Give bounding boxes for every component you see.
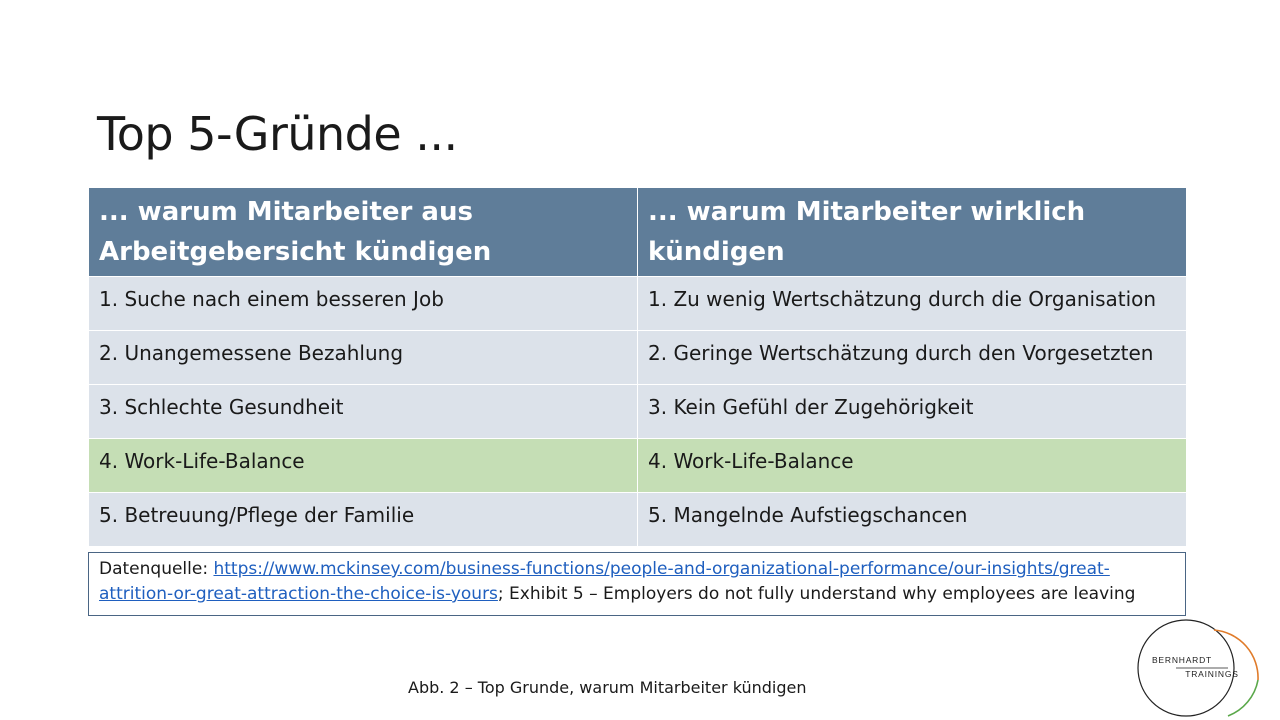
table-row: [89, 277, 1187, 331]
logo-text-line1: BERNHARDT: [1151, 655, 1213, 665]
table-row: [89, 385, 1187, 439]
table-row: [89, 493, 1187, 547]
table-cell: 2. Geringe Wertschätzung durch den Vorgesetzten: [638, 331, 1187, 385]
table-header-row: [89, 188, 1187, 277]
table-cell: 5. Mangelnde Aufstiegschancen: [638, 493, 1187, 547]
bernhardt-trainings-logo: [1136, 618, 1264, 718]
table-cell: 1. Suche nach einem besseren Job: [89, 277, 638, 331]
slide-title: Top 5-Gründe ...: [97, 107, 458, 161]
table-cell: 4. Work-Life-Balance: [638, 439, 1187, 493]
table-cell: 2. Unangemessene Bezahlung: [89, 331, 638, 385]
header-employer-view: ... warum Mitarbeiter aus Arbeitgebersicht kündigen: [89, 188, 638, 277]
table-cell: 3. Kein Gefühl der Zugehörigkeit: [638, 385, 1187, 439]
logo-text-line2: TRAININGS: [1185, 669, 1239, 679]
logo-arc-green: [1228, 680, 1258, 716]
table-cell: 3. Schlechte Gesundheit: [89, 385, 638, 439]
source-box: [88, 552, 1186, 616]
figure-caption: Abb. 2 – Top Grunde, warum Mitarbeiter kündigen: [408, 678, 807, 697]
table-cell: 4. Work-Life-Balance: [89, 439, 638, 493]
table-row-highlighted: [89, 439, 1187, 493]
table-cell: 5. Betreuung/Pflege der Familie: [89, 493, 638, 547]
source-label: Datenquelle:: [99, 559, 214, 579]
table-cell: 1. Zu wenig Wertschätzung durch die Organisation: [638, 277, 1187, 331]
reasons-table: [88, 187, 1187, 547]
header-actual-reasons: ... warum Mitarbeiter wirklich kündigen: [638, 188, 1187, 277]
source-link[interactable]: https://www.mckinsey.com/business-functions/people-and-organizational-performance/our-insights/great-attrition-or-great-attraction-the-choice-is-yours: [99, 559, 1110, 604]
table-row: [89, 331, 1187, 385]
source-suffix: ; Exhibit 5 – Employers do not fully understand why employees are leaving: [497, 584, 1136, 604]
